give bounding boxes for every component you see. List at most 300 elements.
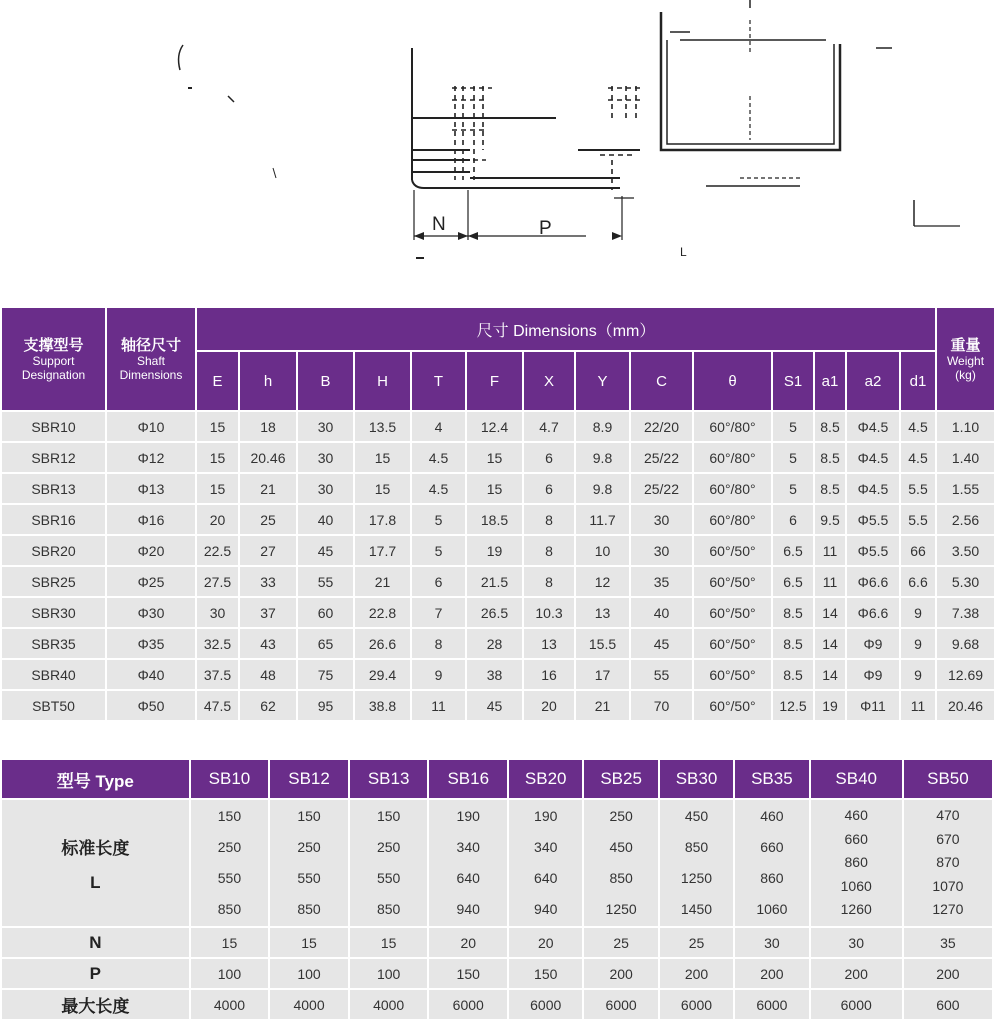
dimensions-title: 尺寸 Dimensions（mm） (197, 308, 935, 350)
n-value-cell: 20 (509, 928, 582, 957)
table-cell: 15 (197, 474, 238, 503)
standard-length-value: 1450 (680, 901, 713, 917)
table-row (2, 505, 994, 534)
p-value-cell: 100 (350, 959, 428, 988)
table-cell: Φ11 (847, 691, 899, 720)
standard-length-value: 870 (936, 854, 960, 871)
table-cell: 4.5 (901, 443, 935, 472)
table-cell: 15 (467, 474, 522, 503)
table-cell: 62 (240, 691, 296, 720)
length-table (0, 758, 994, 1021)
table-cell: Φ4.5 (847, 443, 899, 472)
dimension-subheader: E (197, 352, 238, 410)
table-cell: 12.4 (467, 412, 522, 441)
standard-length-value: 1070 (932, 877, 964, 894)
table-cell: 5 (773, 474, 813, 503)
table-cell: Φ4.5 (847, 474, 899, 503)
table-cell: 60°/50° (694, 691, 771, 720)
table-cell: 20 (197, 505, 238, 534)
table-cell: 45 (467, 691, 522, 720)
table-cell: 4.5 (412, 474, 465, 503)
standard-length-value: 1270 (932, 901, 964, 918)
table-cell: 6 (524, 443, 574, 472)
model-header: SB10 (191, 760, 269, 798)
p-value-cell: 150 (429, 959, 507, 988)
table-cell: 14 (815, 660, 845, 689)
table-cell: 18 (240, 412, 296, 441)
standard-length-cell (660, 800, 733, 926)
dimension-subheader: H (355, 352, 410, 410)
dimension-subheader: θ (694, 352, 771, 410)
table-cell: 11 (815, 536, 845, 565)
table-cell: 8 (524, 536, 574, 565)
table-row (2, 598, 994, 627)
p-value-cell: 200 (660, 959, 733, 988)
table-cell: 60°/50° (694, 567, 771, 596)
table-cell: 6.6 (901, 567, 935, 596)
table-cell: 26.5 (467, 598, 522, 627)
table-cell: 21 (355, 567, 410, 596)
shaft-dimensions-header: 轴径尺寸 Shaft Dimensions (107, 308, 195, 410)
max-length-cell: 6000 (735, 990, 808, 1019)
standard-length-value: 640 (456, 870, 480, 886)
table-cell: 15 (197, 412, 238, 441)
table-cell: 40 (298, 505, 353, 534)
standard-length-value: 940 (534, 901, 558, 917)
table-cell: 29.4 (355, 660, 410, 689)
p-value-cell: 100 (191, 959, 269, 988)
table-cell: 30 (631, 505, 692, 534)
standard-length-value: 460 (760, 808, 784, 824)
standard-length-value: 450 (684, 808, 709, 824)
table-cell: 30 (631, 536, 692, 565)
table-cell: 75 (298, 660, 353, 689)
table-cell: Φ50 (107, 691, 195, 720)
standard-length-value: 340 (534, 839, 558, 855)
model-header: SB20 (509, 760, 582, 798)
standard-length-value: 670 (936, 830, 960, 847)
max-length-cell: 6000 (811, 990, 902, 1019)
table-cell: 9.68 (937, 629, 994, 658)
standard-length-value: 470 (936, 807, 960, 824)
table-cell: 27 (240, 536, 296, 565)
weight-header: 重量 Weight (kg) (937, 308, 994, 410)
table-cell: 60°/50° (694, 629, 771, 658)
table-cell: 22.5 (197, 536, 238, 565)
table-cell: 17 (576, 660, 629, 689)
table-cell: Φ16 (107, 505, 195, 534)
table-row (2, 629, 994, 658)
table-cell: 3.50 (937, 536, 994, 565)
designation-cell: SBR25 (2, 567, 105, 596)
table-cell: 10 (576, 536, 629, 565)
table-cell: 17.8 (355, 505, 410, 534)
n-value-cell: 15 (350, 928, 428, 957)
table-cell: 38.8 (355, 691, 410, 720)
standard-length-value: 860 (760, 870, 784, 886)
table-cell: 20.46 (240, 443, 296, 472)
table-cell: 7.38 (937, 598, 994, 627)
n-value-cell: 30 (811, 928, 902, 957)
table-cell: 15 (355, 443, 410, 472)
dimension-subheader: S1 (773, 352, 813, 410)
table-cell: 12.5 (773, 691, 813, 720)
max-length-cell: 6000 (509, 990, 582, 1019)
standard-length-value: 660 (760, 839, 784, 855)
max-length-cell: 4000 (350, 990, 428, 1019)
table-row (2, 443, 994, 472)
table-cell: 37.5 (197, 660, 238, 689)
standard-length-value: 150 (217, 808, 242, 824)
designation-cell: SBR30 (2, 598, 105, 627)
table-cell: 10.3 (524, 598, 574, 627)
n-value-cell: 15 (270, 928, 348, 957)
table-cell: Φ5.5 (847, 505, 899, 534)
p-value-cell: 200 (811, 959, 902, 988)
table-cell: Φ30 (107, 598, 195, 627)
max-length-cell: 4000 (191, 990, 269, 1019)
table-cell: 4.5 (901, 412, 935, 441)
table-cell: 70 (631, 691, 692, 720)
n-value-cell: 35 (904, 928, 992, 957)
standard-length-label: 标准长度 L (2, 800, 189, 926)
designation-cell: SBT50 (2, 691, 105, 720)
table-cell: 60°/80° (694, 474, 771, 503)
table-cell: 16 (524, 660, 574, 689)
table-cell: 28 (467, 629, 522, 658)
p-value-cell: 200 (584, 959, 657, 988)
table-cell: 43 (240, 629, 296, 658)
model-header: SB35 (735, 760, 808, 798)
designation-cell: SBR13 (2, 474, 105, 503)
table-cell: 60°/50° (694, 536, 771, 565)
p-value-cell: 100 (270, 959, 348, 988)
standard-length-value: 940 (456, 901, 480, 917)
table-cell: 55 (298, 567, 353, 596)
n-value-cell: 25 (660, 928, 733, 957)
table-cell: 5 (412, 505, 465, 534)
designation-cell: SBR12 (2, 443, 105, 472)
standard-length-cell (735, 800, 808, 926)
table-cell: 9 (901, 660, 935, 689)
table-cell: 4.7 (524, 412, 574, 441)
table-cell: 47.5 (197, 691, 238, 720)
table-cell: 15.5 (576, 629, 629, 658)
model-header: SB50 (904, 760, 992, 798)
standard-length-cell (811, 800, 902, 926)
table-cell: 19 (467, 536, 522, 565)
table-cell: Φ6.6 (847, 567, 899, 596)
table-cell: 8.5 (773, 629, 813, 658)
table-cell: 4 (412, 412, 465, 441)
dimension-label-p: P (539, 218, 552, 239)
standard-length-value: 450 (609, 839, 633, 855)
dimensions-table (0, 306, 994, 722)
table-cell: 15 (355, 474, 410, 503)
standard-length-value: 850 (684, 839, 709, 855)
table-cell: 38 (467, 660, 522, 689)
standard-length-value: 550 (217, 870, 242, 886)
standard-length-value: 250 (217, 839, 242, 855)
standard-length-value: 1250 (680, 870, 713, 886)
type-header: 型号 Type (2, 760, 189, 798)
table-cell: 25/22 (631, 443, 692, 472)
table-cell: 33 (240, 567, 296, 596)
table-cell: 12 (576, 567, 629, 596)
table-cell: 25 (240, 505, 296, 534)
dimension-subheader: d1 (901, 352, 935, 410)
table-cell: 35 (631, 567, 692, 596)
dimension-subheader: B (298, 352, 353, 410)
table-cell: 30 (298, 443, 353, 472)
table-cell: 65 (298, 629, 353, 658)
table-cell: 60°/80° (694, 505, 771, 534)
dimension-subheader: a2 (847, 352, 899, 410)
table-cell: 6 (773, 505, 813, 534)
table-cell: 5 (412, 536, 465, 565)
table-cell: Φ25 (107, 567, 195, 596)
standard-length-value: 550 (376, 870, 401, 886)
table-cell: 21 (576, 691, 629, 720)
table-cell: 9.5 (815, 505, 845, 534)
standard-length-value: 550 (297, 870, 321, 886)
standard-length-value: 190 (534, 808, 558, 824)
designation-cell: SBR20 (2, 536, 105, 565)
table-cell: 30 (197, 598, 238, 627)
table-cell: 45 (631, 629, 692, 658)
table-cell: 8.9 (576, 412, 629, 441)
table-cell: Φ35 (107, 629, 195, 658)
dimension-label-l: L (680, 245, 687, 259)
standard-length-cell (509, 800, 582, 926)
table-cell: 19 (815, 691, 845, 720)
model-header: SB13 (350, 760, 428, 798)
table-cell: 11.7 (576, 505, 629, 534)
table-cell: 8.5 (773, 598, 813, 627)
standard-length-value: 250 (297, 839, 321, 855)
table-cell: 13 (576, 598, 629, 627)
standard-length-cell (191, 800, 269, 926)
dimension-subheader: a1 (815, 352, 845, 410)
table-cell: 5 (773, 443, 813, 472)
dimension-subheader: h (240, 352, 296, 410)
p-value-cell: 150 (509, 959, 582, 988)
p-label: P (2, 959, 189, 988)
table-cell: 5.30 (937, 567, 994, 596)
n-value-cell: 15 (191, 928, 269, 957)
table-cell: 13 (524, 629, 574, 658)
table-cell: 9.8 (576, 443, 629, 472)
table-cell: 11 (815, 567, 845, 596)
designation-cell: SBR16 (2, 505, 105, 534)
table-cell: 48 (240, 660, 296, 689)
table-cell: 11 (412, 691, 465, 720)
table-cell: 6.5 (773, 567, 813, 596)
standard-length-value: 150 (376, 808, 401, 824)
standard-length-value: 150 (297, 808, 321, 824)
standard-length-value: 1060 (840, 877, 872, 894)
table-cell: 60°/50° (694, 660, 771, 689)
table-cell: 60°/80° (694, 443, 771, 472)
standard-length-value: 1250 (605, 901, 637, 917)
table-cell: 20 (524, 691, 574, 720)
standard-length-cell (350, 800, 428, 926)
table-cell: 8.5 (773, 660, 813, 689)
table-cell: 9 (901, 629, 935, 658)
dimension-subheader: Y (576, 352, 629, 410)
table-cell: Φ9 (847, 660, 899, 689)
table-row (2, 412, 994, 441)
table-row (2, 474, 994, 503)
table-row (2, 567, 994, 596)
technical-drawing (0, 0, 994, 300)
table-cell: 6.5 (773, 536, 813, 565)
table-cell: 13.5 (355, 412, 410, 441)
table-cell: Φ6.6 (847, 598, 899, 627)
designation-cell: SBR40 (2, 660, 105, 689)
table-cell: Φ9 (847, 629, 899, 658)
n-value-cell: 25 (584, 928, 657, 957)
table-cell: 7 (412, 598, 465, 627)
standard-length-value: 850 (297, 901, 321, 917)
standard-length-value: 850 (376, 901, 401, 917)
table-cell: 15 (197, 443, 238, 472)
table-cell: 15 (467, 443, 522, 472)
table-cell: 22/20 (631, 412, 692, 441)
table-cell: 60°/80° (694, 412, 771, 441)
model-header: SB30 (660, 760, 733, 798)
table-cell: 30 (298, 412, 353, 441)
designation-cell: SBR10 (2, 412, 105, 441)
dimension-subheader: X (524, 352, 574, 410)
table-cell: 4.5 (412, 443, 465, 472)
standard-length-value: 460 (844, 807, 868, 824)
table-cell: 8 (412, 629, 465, 658)
table-cell: 1.10 (937, 412, 994, 441)
table-cell: 8.5 (815, 474, 845, 503)
table-cell: Φ12 (107, 443, 195, 472)
standard-length-cell (584, 800, 657, 926)
max-length-cell: 600 (904, 990, 992, 1019)
table-cell: 60 (298, 598, 353, 627)
designation-cell: SBR35 (2, 629, 105, 658)
table-cell: 60°/50° (694, 598, 771, 627)
table-cell: 55 (631, 660, 692, 689)
dimension-label-n: N (432, 214, 446, 235)
standard-length-value: 250 (376, 839, 401, 855)
table-cell: 30 (298, 474, 353, 503)
table-cell: 37 (240, 598, 296, 627)
table-cell: 12.69 (937, 660, 994, 689)
table-row (2, 536, 994, 565)
table-cell: 45 (298, 536, 353, 565)
table-cell: 14 (815, 629, 845, 658)
table-cell: Φ20 (107, 536, 195, 565)
table-cell: 9 (412, 660, 465, 689)
standard-length-value: 850 (217, 901, 242, 917)
table-cell: 14 (815, 598, 845, 627)
table-row (2, 660, 994, 689)
standard-length-value: 190 (456, 808, 480, 824)
standard-length-cell (904, 800, 992, 926)
table-cell: 2.56 (937, 505, 994, 534)
standard-length-value: 1260 (840, 901, 872, 918)
table-cell: 40 (631, 598, 692, 627)
table-cell: 66 (901, 536, 935, 565)
p-value-cell: 200 (735, 959, 808, 988)
max-length-cell: 4000 (270, 990, 348, 1019)
table-cell: 5.5 (901, 474, 935, 503)
standard-length-value: 340 (456, 839, 480, 855)
table-cell: 18.5 (467, 505, 522, 534)
table-cell: 95 (298, 691, 353, 720)
table-cell: 8 (524, 505, 574, 534)
table-cell: Φ10 (107, 412, 195, 441)
standard-length-value: 250 (609, 808, 633, 824)
p-value-cell: 200 (904, 959, 992, 988)
table-cell: Φ4.5 (847, 412, 899, 441)
standard-length-value: 850 (609, 870, 633, 886)
model-header: SB12 (270, 760, 348, 798)
dimension-subheader: T (412, 352, 465, 410)
table-cell: Φ13 (107, 474, 195, 503)
table-cell: 5.5 (901, 505, 935, 534)
table-cell: 32.5 (197, 629, 238, 658)
table-cell: 22.8 (355, 598, 410, 627)
table-row (2, 691, 994, 720)
max-length-cell: 6000 (584, 990, 657, 1019)
max-length-cell: 6000 (429, 990, 507, 1019)
table-cell: Φ40 (107, 660, 195, 689)
n-label: N (2, 928, 189, 957)
table-cell: 5 (773, 412, 813, 441)
standard-length-value: 860 (844, 854, 868, 871)
table-cell: 11 (901, 691, 935, 720)
n-value-cell: 30 (735, 928, 808, 957)
table-cell: 1.40 (937, 443, 994, 472)
standard-length-value: 1060 (756, 901, 788, 917)
table-cell: 6 (524, 474, 574, 503)
table-cell: 17.7 (355, 536, 410, 565)
support-designation-header: 支撑型号 Support Designation (2, 308, 105, 410)
standard-length-cell (270, 800, 348, 926)
table-cell: Φ5.5 (847, 536, 899, 565)
dimension-subheader: F (467, 352, 522, 410)
n-value-cell: 20 (429, 928, 507, 957)
max-length-cell: 6000 (660, 990, 733, 1019)
table-cell: 1.55 (937, 474, 994, 503)
table-cell: 9.8 (576, 474, 629, 503)
model-header: SB16 (429, 760, 507, 798)
dimension-subheader: C (631, 352, 692, 410)
table-cell: 21 (240, 474, 296, 503)
table-cell: 25/22 (631, 474, 692, 503)
table-cell: 27.5 (197, 567, 238, 596)
table-cell: 8.5 (815, 412, 845, 441)
table-cell: 26.6 (355, 629, 410, 658)
table-cell: 9 (901, 598, 935, 627)
model-header: SB25 (584, 760, 657, 798)
table-cell: 21.5 (467, 567, 522, 596)
table-cell: 6 (412, 567, 465, 596)
standard-length-value: 660 (844, 830, 868, 847)
table-cell: 8 (524, 567, 574, 596)
standard-length-cell (429, 800, 507, 926)
standard-length-value: 640 (534, 870, 558, 886)
max-length-label: 最大长度 (2, 990, 189, 1019)
table-cell: 20.46 (937, 691, 994, 720)
model-header: SB40 (811, 760, 902, 798)
